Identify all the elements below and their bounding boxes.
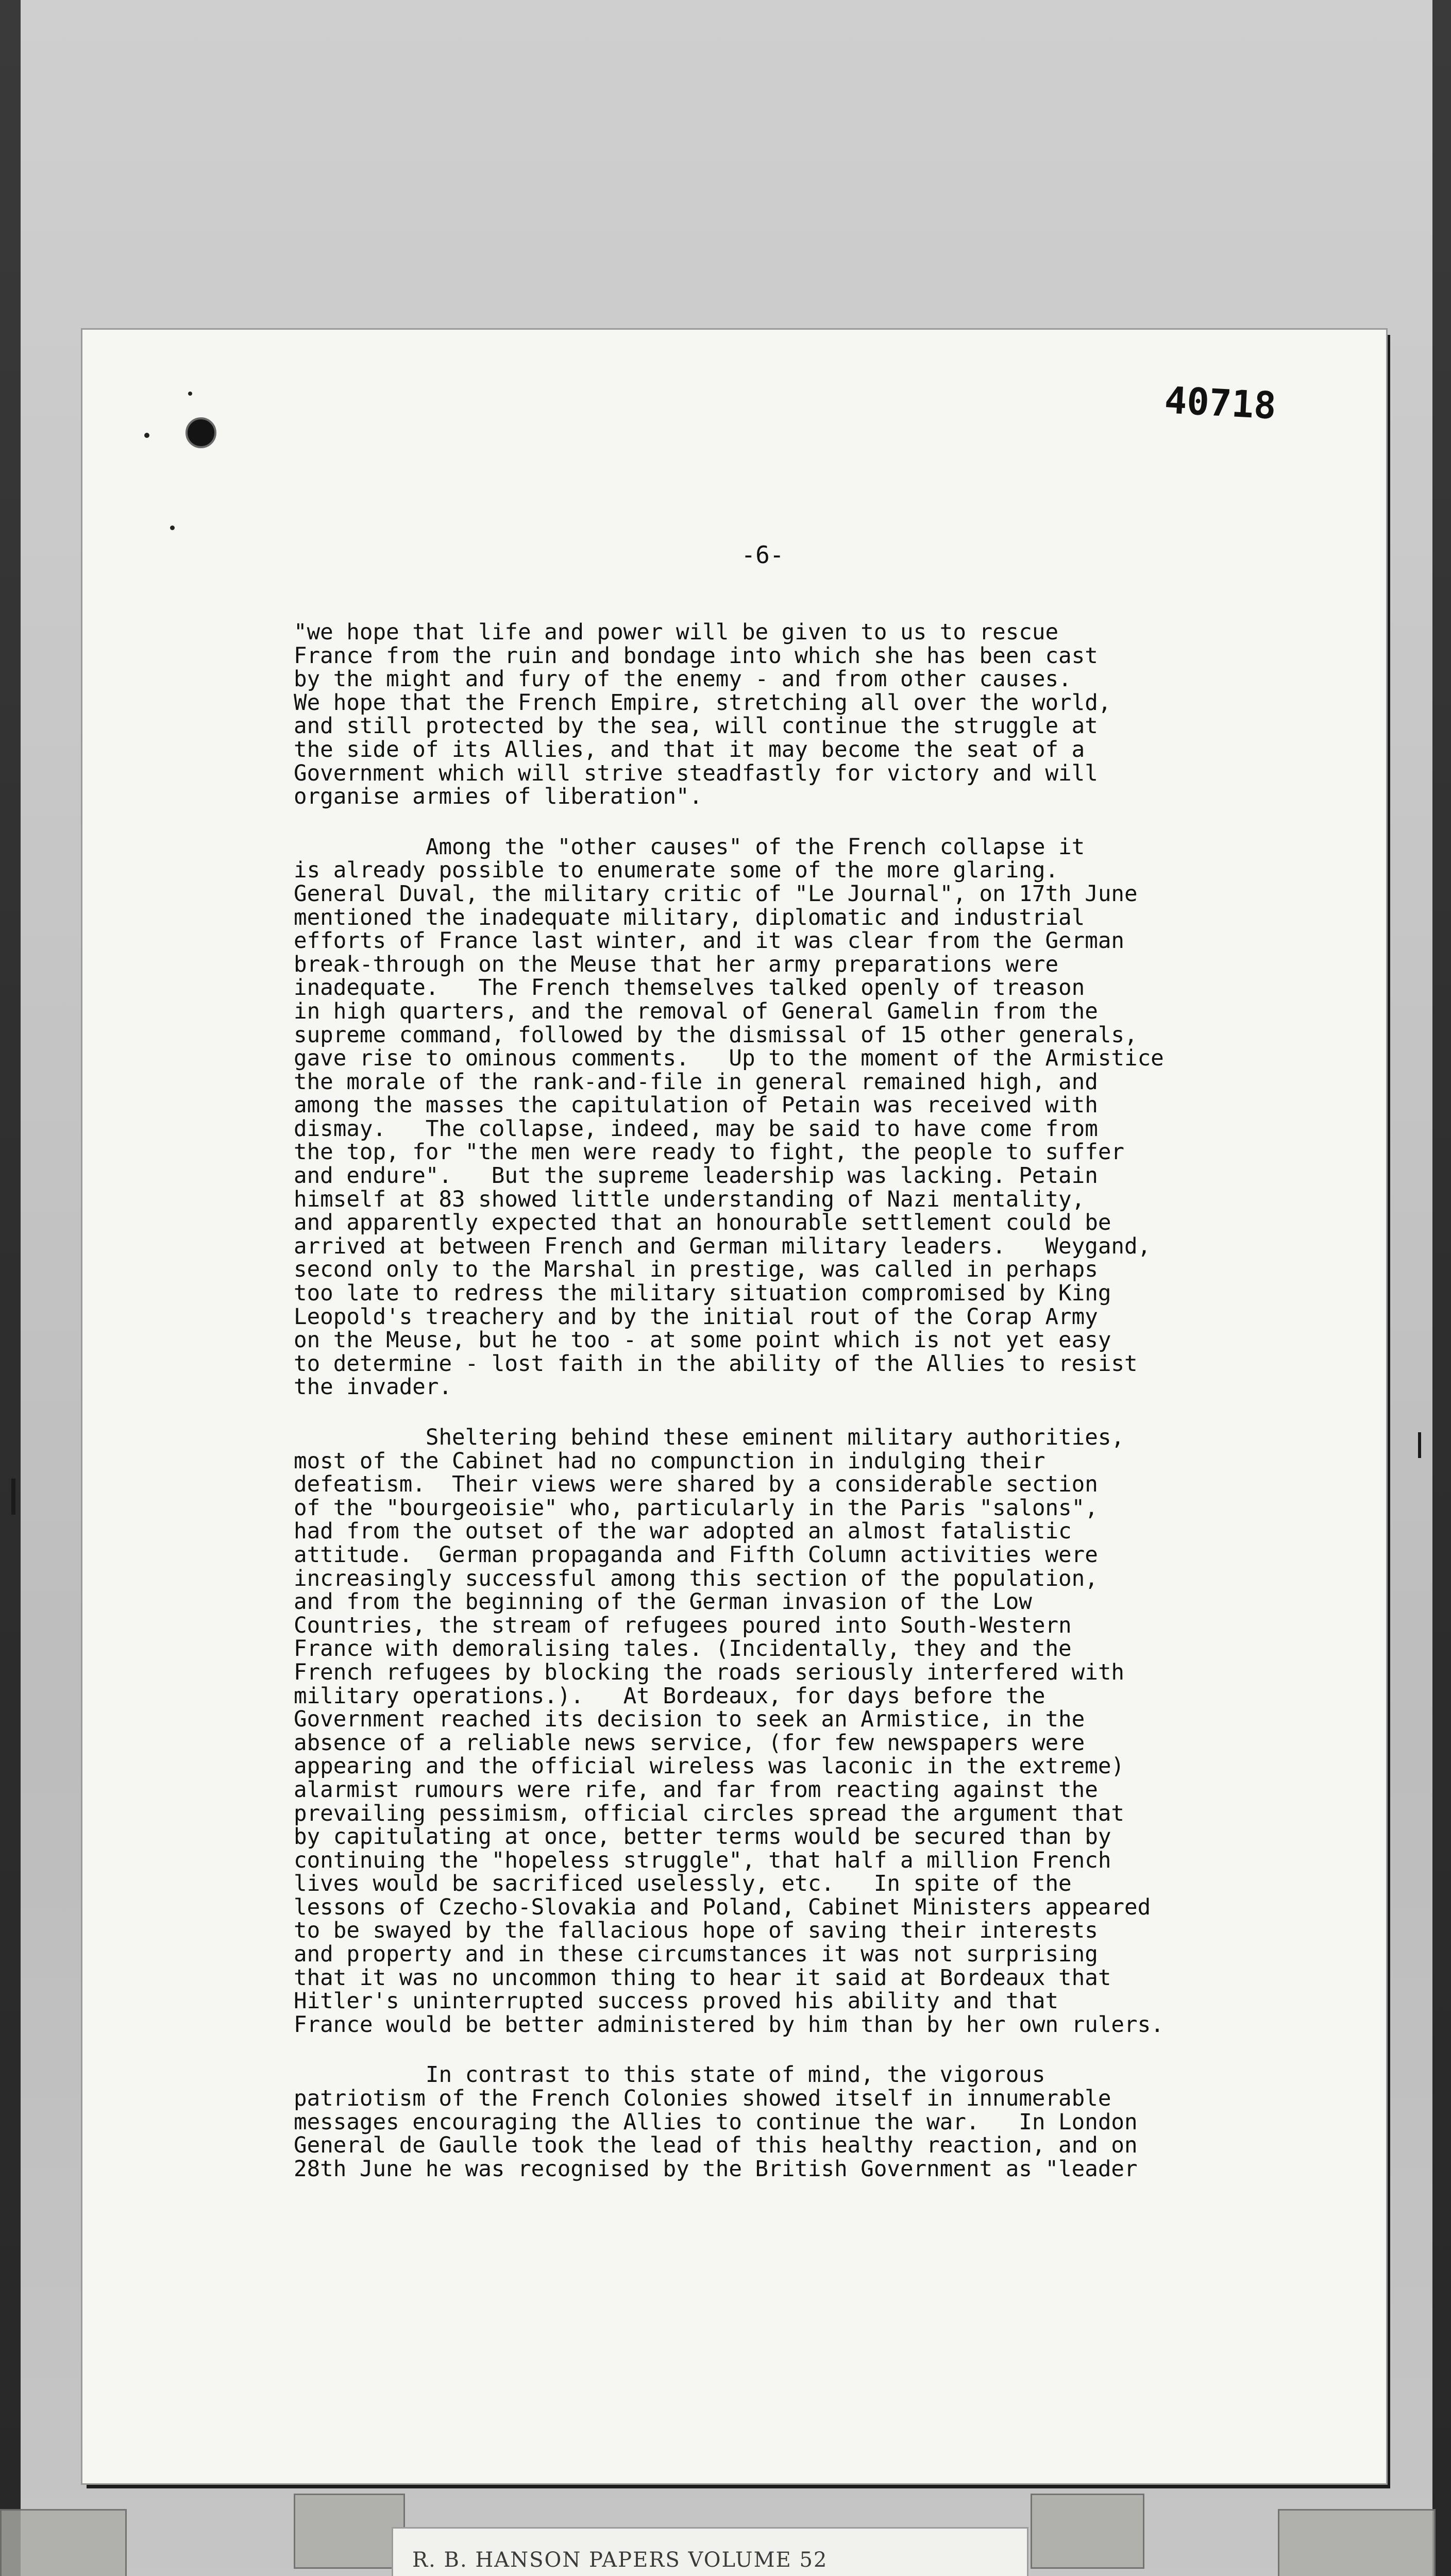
body-text [294,621,1335,2181]
text-line: that it was no uncommon thing to hear it said at Bordeaux that [294,1965,1111,1991]
text-line: arrived at between French and German military leaders. Weygand, [294,1233,1151,1259]
paragraph [294,836,1335,1399]
text-line: too late to redress the military situation compromised by King [294,1281,1111,1307]
text-line: Among the "other causes" of the French collapse it [294,834,1085,860]
tape-strip [294,2494,405,2569]
text-line: lessons of Czecho-Slovakia and Poland, Cabinet Ministers appeared [294,1894,1151,1920]
tape-strip [1031,2494,1144,2569]
text-line: is already possible to enumerate some of the more glaring. [294,858,1059,884]
text-line: increasingly successful among this section of the population, [294,1566,1098,1591]
text-line: the top, for "the men were ready to fight, the people to suffer [294,1140,1124,1165]
text-line: supreme command, followed by the dismissal of 15 other generals, [294,1022,1138,1048]
text-line: to be swayed by the fallacious hope of saving their interests [294,1918,1098,1944]
text-line: messages encouraging the Allies to continue the war. In London [294,2109,1138,2135]
text-line: and apparently expected that an honourable settlement could be [294,1210,1111,1236]
text-line: 28th June he was recognised by the British Government as "leader [294,2156,1138,2182]
tape-strip [1278,2509,1436,2576]
text-line: Countries, the stream of refugees poured into South-Western [294,1613,1072,1638]
paragraph [294,2063,1335,2181]
text-line: France with demoralising tales. (Incidentally, they and the [294,1636,1072,1662]
text-line: and endure". But the supreme leadership was lacking. Petain [294,1163,1098,1189]
text-line: attitude. German propaganda and Fifth Column activities were [294,1542,1098,1568]
text-line: General de Gaulle took the lead of this healthy reaction, and on [294,2133,1138,2159]
text-line: appearing and the official wireless was laconic in the extreme) [294,1754,1124,1780]
text-line: absence of a reliable news service, (for few newspapers were [294,1730,1085,1756]
paragraph-gap [294,809,1335,836]
text-line: most of the Cabinet had no compunction in indulging their [294,1448,1045,1474]
text-line: on the Meuse, but he too - at some point which is not yet easy [294,1328,1111,1353]
text-line: and from the beginning of the German invasion of the Low [294,1589,1032,1615]
punch-hole [185,417,216,448]
text-line: and property and in these circumstances it was not surprising [294,1942,1098,1968]
text-line: the morale of the rank-and-file in general remained high, and [294,1069,1098,1095]
document-number: 40718 [1163,378,1277,428]
page-number: -6- [741,541,784,569]
text-line: alarmist rumours were rife, and far from reacting against the [294,1777,1098,1803]
paragraph-gap [294,1399,1335,1426]
text-line: by capitulating at once, better terms would be secured than by [294,1824,1111,1850]
text-line: the side of its Allies, and that it may become the seat of a [294,737,1085,762]
text-line: France would be better administered by him than by her own rulers. [294,2012,1164,2038]
collection-caption: R. B. HANSON PAPERS VOLUME 52 [412,2548,828,2572]
text-line: had from the outset of the war adopted an almost fatalistic [294,1519,1072,1545]
text-line: Government which will strive steadfastly for victory and will [294,760,1098,786]
text-line: military operations.). At Bordeaux, for days before the [294,1683,1045,1709]
text-line: second only to the Marshal in prestige, was called in perhaps [294,1257,1098,1283]
text-line: lives would be sacrificed uselessly, etc. In spite of the [294,1871,1072,1897]
text-line: the invader. [294,1375,452,1400]
text-line: efforts of France last winter, and it was clear from the German [294,928,1124,954]
text-line: Government reached its decision to seek an Armistice, in the [294,1707,1085,1733]
paragraph [294,1426,1335,2037]
text-line: Sheltering behind these eminent military authorities, [294,1425,1124,1450]
text-line: himself at 83 showed little understanding of Nazi mentality, [294,1187,1085,1212]
text-line: French refugees by blocking the roads seriously interfered with [294,1659,1124,1685]
text-line: France from the ruin and bondage into which she has been cast [294,643,1098,669]
text-line: defeatism. Their views were shared by a considerable section [294,1472,1098,1498]
ink-speck [188,392,192,396]
ink-speck [144,433,149,438]
text-line: of the "bourgeoisie" who, particularly in the Paris "salons", [294,1495,1098,1521]
paragraph-gap [294,2037,1335,2063]
ink-speck [170,526,175,530]
text-line: inadequate. The French themselves talked openly of treason [294,975,1085,1001]
text-line: organise armies of liberation". [294,784,703,810]
tape-strip [0,2509,127,2576]
text-line: General Duval, the military critic of "Le Journal", on 17th June [294,881,1138,907]
text-line: We hope that the French Empire, stretching all over the world, [294,690,1111,716]
text-line: Hitler's uninterrupted success proved his ability and that [294,1989,1059,2014]
text-line: In contrast to this state of mind, the vigorous [294,2062,1045,2088]
text-line: gave rise to ominous comments. Up to the moment of the Armistice [294,1046,1164,1072]
text-line: dismay. The collapse, indeed, may be said to have come from [294,1116,1098,1142]
text-line: mentioned the inadequate military, diplomatic and industrial [294,905,1085,930]
text-line: by the might and fury of the enemy - and from other causes. [294,667,1072,692]
text-line: continuing the "hopeless struggle", that half a million French [294,1848,1111,1873]
text-line: break-through on the Meuse that her army preparations were [294,952,1059,977]
paragraph [294,621,1335,809]
edge-mark [11,1479,15,1515]
text-line: "we hope that life and power will be given to us to rescue [294,620,1059,645]
text-line: Leopold's treachery and by the initial rout of the Corap Army [294,1304,1098,1330]
text-line: to determine - lost faith in the ability of the Allies to resist [294,1351,1138,1377]
text-line: prevailing pessimism, official circles spread the argument that [294,1801,1124,1826]
edge-mark [1418,1432,1421,1458]
text-line: patriotism of the French Colonies showed itself in innumerable [294,2086,1111,2112]
text-line: and still protected by the sea, will continue the struggle at [294,714,1098,739]
text-line: in high quarters, and the removal of General Gamelin from the [294,998,1098,1024]
text-line: among the masses the capitulation of Petain was received with [294,1093,1098,1118]
